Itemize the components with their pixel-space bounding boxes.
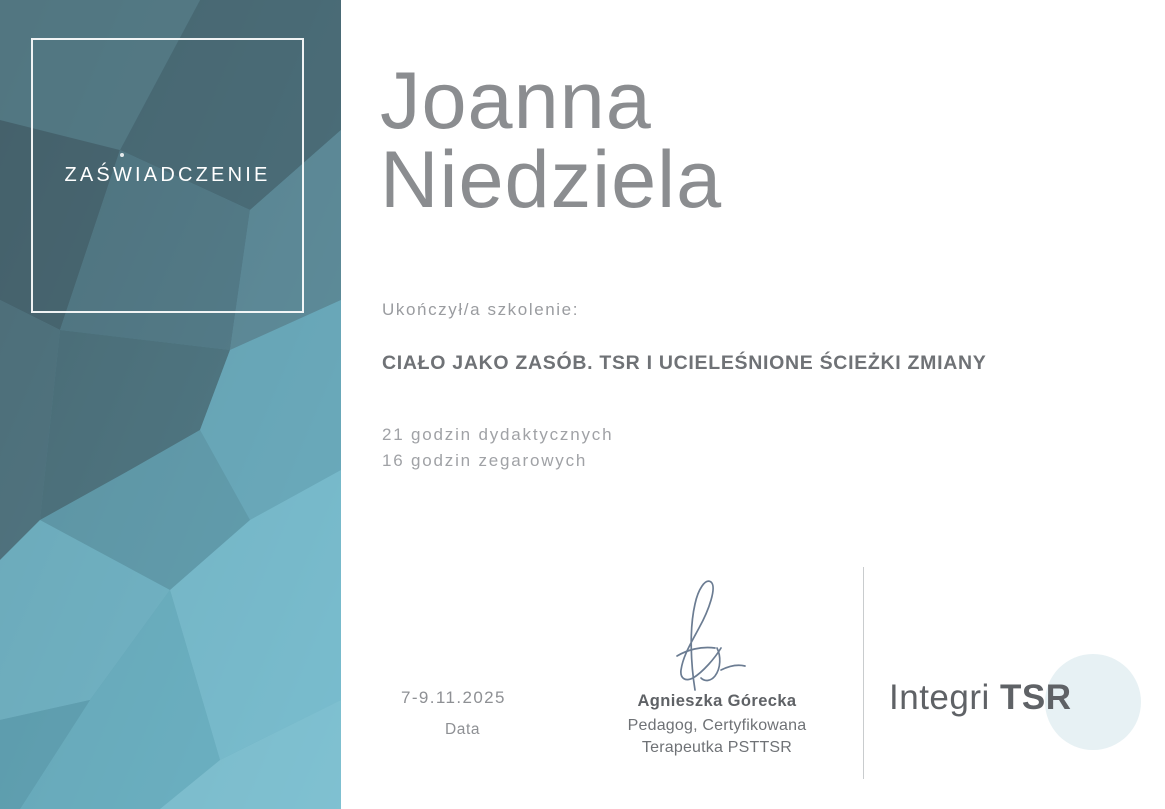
date-caption: Data: [445, 721, 481, 738]
recipient-first-name: Joanna: [380, 56, 652, 146]
logo-text: [889, 678, 1119, 718]
hours-didactic: 21 godzin dydaktycznych: [382, 425, 614, 444]
badge-label: ZAŚWIADCZENIE: [64, 164, 271, 186]
logo-name: Integri: [889, 678, 990, 717]
vertical-divider: [863, 567, 864, 779]
logo-suffix: TSR: [1000, 678, 1072, 717]
course-title: CIAŁO JAKO ZASÓB. TSR I UCIELEŚNIONE ŚCIEŻKI ZMIANY: [382, 352, 987, 374]
handwritten-signature-icon: [625, 570, 775, 700]
certificate-content: [341, 0, 1165, 809]
left-decorative-panel: [0, 0, 341, 809]
certificate-date: 7-9.11.2025: [401, 688, 506, 707]
signer-role-line2: Terapeutka PSTTSR: [641, 738, 793, 756]
recipient-last-name: Niedziela: [380, 135, 723, 226]
recipient-name: [380, 56, 1120, 226]
hours-clock: 16 godzin zegarowych: [382, 451, 588, 471]
signer-name: Agnieszka Górecka: [637, 692, 797, 710]
completed-label: Ukończył/a szkolenie:: [382, 300, 580, 319]
signer-role: [577, 715, 857, 758]
hours-block: [382, 422, 613, 475]
integri-tsr-logo: [889, 672, 1119, 732]
signer-role-line1: Pedagog, Certyfikowana: [627, 717, 807, 734]
